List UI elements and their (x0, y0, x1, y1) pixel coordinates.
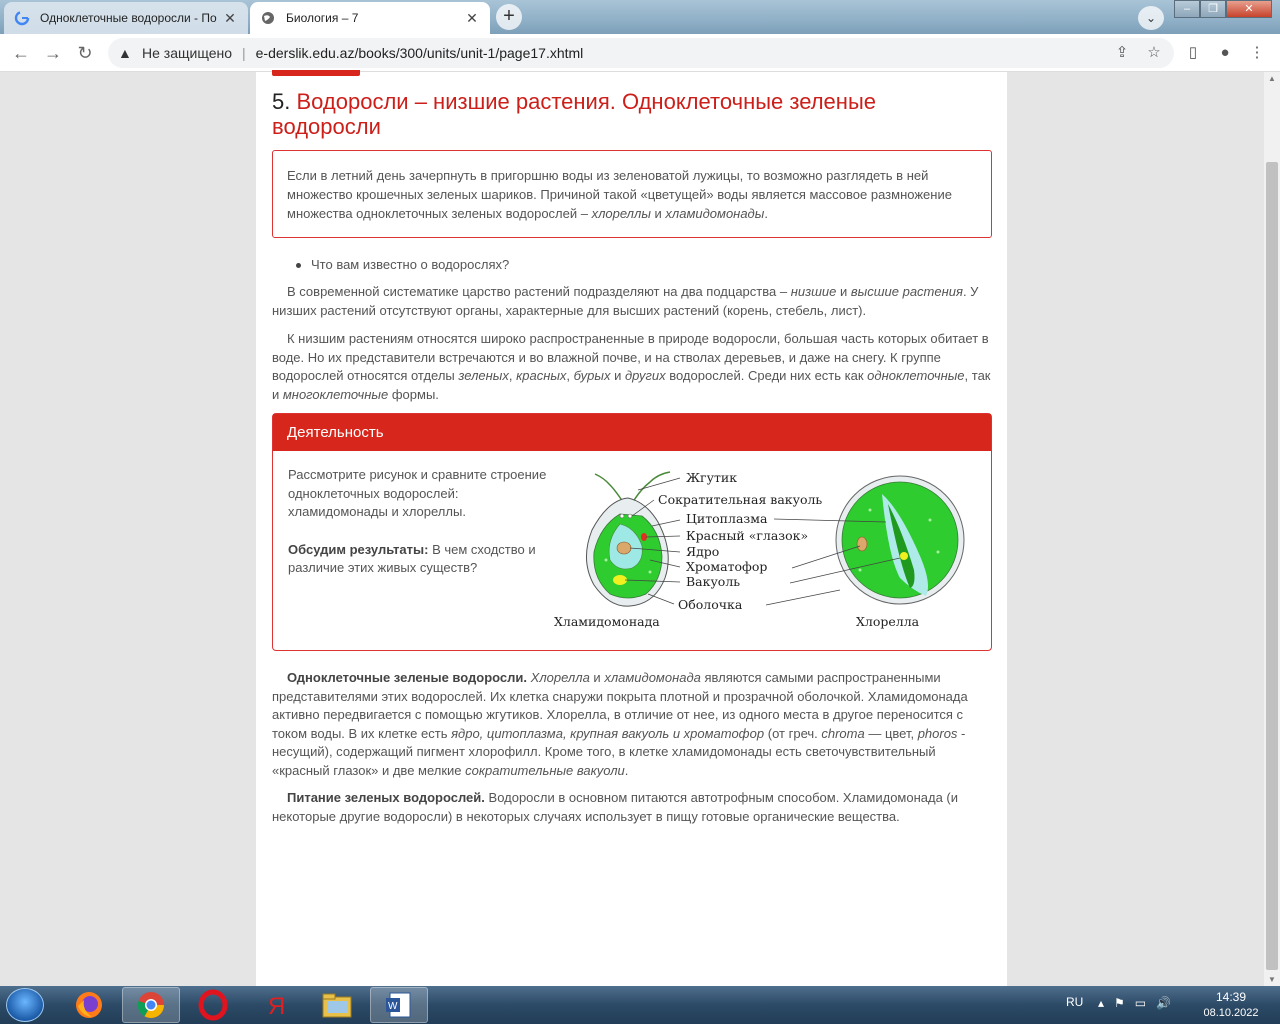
globe-icon (260, 10, 276, 26)
tab-close-icon[interactable]: ✕ (466, 10, 478, 26)
page-content (256, 72, 1007, 986)
text-italic: и хроматофор (672, 725, 765, 741)
system-tray (1058, 986, 1280, 1024)
reload-button[interactable]: ↻ (77, 43, 93, 63)
svg-text:W: W (388, 1001, 398, 1012)
text-italic: хламидомонада (604, 670, 701, 685)
text-italic: многоклеточные (282, 386, 389, 402)
new-tab-button[interactable]: + (496, 4, 522, 30)
text-run: формы. (388, 386, 439, 402)
caption-chlamydomonas: Хламидомонада (554, 614, 660, 629)
text-run: , (566, 368, 574, 383)
side-panel-icon[interactable]: ▯ (1188, 44, 1198, 61)
text-italic: chroma (821, 725, 865, 741)
text-italic: красных (516, 368, 567, 383)
text-run: . У низших растений отсутствуют органы, характерные для высших растений (корень, стебель, лист). (272, 284, 979, 318)
text-italic: высшие растения (850, 284, 963, 299)
tab-strip (0, 0, 1280, 34)
label-chromatophore: Хроматофор (686, 559, 768, 574)
text-italic: Хлорелла (530, 670, 590, 685)
warning-icon[interactable]: ▲ (118, 45, 132, 61)
vertical-scrollbar[interactable] (1264, 72, 1280, 986)
clock-date[interactable]: 08.10.2022 (1203, 1007, 1259, 1019)
text-italic: сократительные вакуоли (465, 762, 625, 778)
text-run: — цвет, (864, 725, 918, 741)
maximize-button[interactable]: ❐ (1200, 0, 1226, 18)
activity-text (288, 466, 558, 597)
word-icon[interactable] (370, 987, 428, 1023)
url-text[interactable]: e-derslik.edu.az/books/300/units/unit-1/page17.xhtml (255, 45, 584, 61)
label-nucleus: Ядро (686, 544, 720, 559)
chlorella-illustration (836, 476, 964, 604)
title-text: Водоросли – низшие растения. Одноклеточные зеленые водоросли (272, 89, 876, 139)
forward-button[interactable]: → (44, 43, 62, 63)
tab-odnokletochnye[interactable] (4, 2, 248, 34)
language-indicator[interactable]: RU (1066, 995, 1084, 1009)
address-bar[interactable] (108, 38, 1174, 68)
text-run: и (836, 284, 851, 299)
text-run: К низшим растениям относятся широко распространенные в природе водоросли, большая часть которых обитает в воде. Но их представители встречаются и во влажной почве, и на стволах деревьев, и даже на снегу. К группе водорослей относятся отделы (272, 331, 989, 383)
paragraph-subkingdoms (272, 283, 992, 320)
tab-biologiya[interactable] (250, 2, 490, 34)
text-italic: бурых (573, 368, 611, 383)
text-bold: Одноклеточные зеленые водоросли. (287, 670, 528, 685)
close-window-button[interactable]: ✕ (1226, 0, 1272, 18)
title-number: 5. (272, 89, 291, 114)
activity-box (272, 413, 992, 651)
text-run: и (589, 670, 605, 685)
algae-diagram (554, 460, 990, 642)
label-cytoplasm: Цитоплазма (686, 511, 768, 526)
discuss-text: В чем сходство и различие этих живых существ? (288, 541, 536, 575)
activity-instruction: Рассмотрите рисунок и сравните строение одноклеточных водорослей: хламидомонады и хлореллы. (288, 467, 547, 519)
svg-text:Я: Я (268, 993, 286, 1020)
label-eyespot: Красный «глазок» (686, 528, 809, 543)
bullet-dot (296, 263, 301, 268)
text-run: - несущий), содержащий пигмент хлорофилл. Кроме того, в клетке хламидомонады есть светочувствительный «красный глазок» и две мелкие (272, 725, 966, 778)
text-run: являются самыми распространенными представителями этих водорослей. Их клетка снаружи покрыта плотной и прозрачной оболочкой. Хламидомонада активно передвигается с помощью жгутиков. Хлорелла, в отличие от нее, из одного места в другое переносится с током воды. В их клетке есть (272, 670, 968, 741)
intro-italic: хламидомонады (665, 206, 765, 221)
tray-icons[interactable]: ▴⚑▭🔊 (1098, 996, 1182, 1010)
browser-toolbar (0, 34, 1280, 72)
intro-text: . (764, 206, 768, 221)
firefox-icon[interactable] (60, 987, 118, 1023)
text-bold: Питание зеленых водорослей. (287, 790, 485, 805)
text-italic: низшие (790, 284, 837, 299)
back-button[interactable]: ← (12, 43, 30, 63)
page-title (272, 89, 972, 139)
bookmark-star-icon[interactable]: ☆ (1147, 44, 1161, 61)
intro-text: Если в летний день зачерпнуть в пригоршню воды из зеленоватой лужицы, то возможно разглядеть в ней множество крошечных зеленых шариков. Причиной такой «цветущей» воды является массовое размножение множества одноклеточных зеленых водорослей – (287, 168, 952, 221)
activity-discuss (288, 541, 558, 578)
text-run: В современной систематике царство растений подразделяют на два подцарства – (287, 284, 791, 299)
text-run: , так и (272, 368, 991, 402)
tab-title: Одноклеточные водоросли - По (40, 11, 217, 25)
label-membrane: Оболочка (678, 597, 743, 612)
google-icon (14, 10, 30, 26)
intro-box (272, 150, 992, 238)
label-vacuole: Вакуоль (686, 574, 741, 589)
start-button[interactable] (6, 988, 44, 1022)
activity-header: Деятельность (273, 414, 991, 451)
scrollbar-thumb[interactable] (1266, 162, 1278, 970)
window-controls (1174, 0, 1272, 18)
paragraph-nutrition (272, 789, 992, 826)
clock-time[interactable]: 14:39 (1215, 990, 1247, 1004)
yandex-icon[interactable] (246, 987, 304, 1023)
intro-italic: хлореллы (591, 206, 651, 221)
chrome-icon[interactable] (122, 987, 180, 1023)
text-italic: зеленых (458, 368, 509, 383)
text-run: Водоросли в основном питаются автотрофным способом. Хламидомонада (и некоторые другие водоросли) в некоторых случаях использует в пищу готовые органические вещества. (272, 790, 959, 824)
profile-icon[interactable]: ● (1220, 44, 1230, 61)
taskbar (0, 986, 1280, 1024)
text-run: и (610, 368, 625, 383)
separator: | (242, 45, 246, 61)
caption-chlorella: Хлорелла (856, 614, 920, 629)
top-red-bar (272, 70, 360, 76)
text-run: (от греч. (764, 725, 822, 741)
tab-close-icon[interactable]: ✕ (224, 10, 236, 26)
file-explorer-icon[interactable] (308, 987, 366, 1023)
text-italic: одноклеточные (867, 368, 965, 383)
menu-kebab-icon[interactable]: ⋮ (1249, 44, 1265, 61)
share-icon[interactable]: ⇪ (1115, 44, 1129, 61)
scroll-up-icon[interactable]: ▲ (1268, 74, 1276, 83)
text-run: . (624, 762, 629, 778)
tab-title: Биология – 7 (286, 11, 359, 25)
text-run: водорослей. Среди них есть как (665, 368, 868, 383)
text-italic: других (624, 368, 666, 383)
text-italic: phoros (917, 725, 958, 741)
intro-text: и (650, 206, 666, 221)
text-run: , (508, 368, 517, 383)
label-contractile-vacuole: Сократительная вакуоль (658, 492, 823, 507)
paragraph-green-algae (272, 669, 992, 780)
opera-icon[interactable] (184, 987, 242, 1023)
label-flagellum: Жгутик (686, 470, 738, 485)
tab-search-icon[interactable]: ⌄ (1138, 6, 1164, 30)
text-italic: ядро, цитоплазма, крупная вакуоль (451, 725, 670, 741)
scroll-down-icon[interactable]: ▼ (1268, 975, 1276, 984)
security-label[interactable]: Не защищено (142, 45, 232, 61)
bullet-text: Что вам известно о водорослях? (311, 257, 510, 272)
paragraph-algae (272, 330, 992, 404)
page-viewport (0, 72, 1264, 986)
discuss-bold: Обсудим результаты: (288, 541, 429, 557)
minimize-button[interactable]: – (1174, 0, 1200, 18)
